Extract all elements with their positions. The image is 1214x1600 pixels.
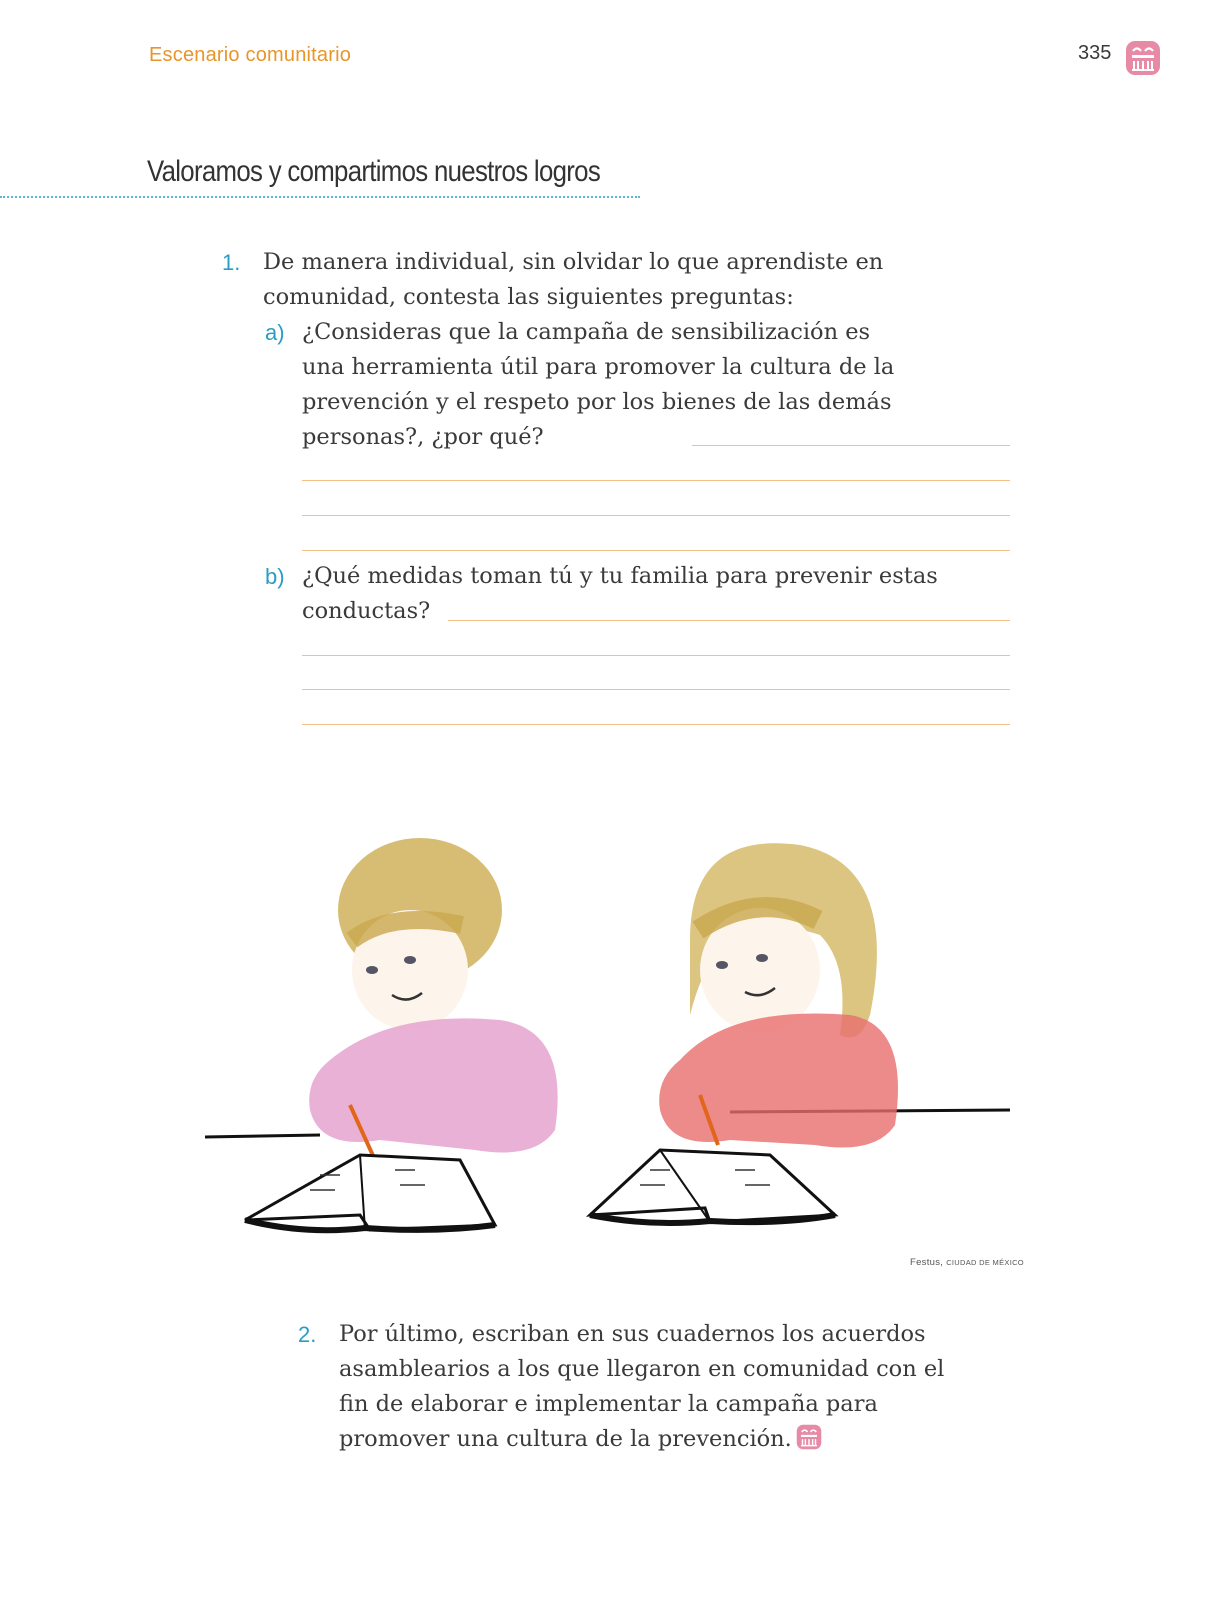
title-divider (0, 196, 640, 198)
question-2-block (339, 1317, 979, 1457)
question-1a-letter: a) (265, 320, 285, 345)
credit-place: CIUDAD DE MÉXICO (946, 1258, 1024, 1267)
question-2-number: 2. (298, 1322, 317, 1347)
question-1b-letter: b) (265, 564, 285, 589)
answer-line-1a-1[interactable] (692, 445, 1010, 446)
answer-line-1a-2[interactable] (302, 480, 1010, 481)
section-title: Valoramos y compartimos nuestros logros (147, 155, 601, 188)
page-number: 335 (1078, 42, 1112, 64)
answer-line-1b-1[interactable] (448, 620, 1010, 621)
question-2-text: Por último, escriban en sus cuadernos los acuerdos asamblearios a los que llegaron en comunidad con el fin de elaborar e implementar la campaña para promover una cultura de la prevención. (339, 1321, 945, 1452)
question-1-number: 1. (222, 250, 241, 275)
illustration-credit (910, 1257, 1024, 1268)
question-1-text: De manera individual, sin olvidar lo que aprendiste en comunidad, contesta las siguientes preguntas: (263, 249, 884, 310)
children-writing-illustration (170, 820, 1030, 1260)
child-left-figure (245, 838, 558, 1230)
answer-line-1b-4[interactable] (302, 724, 1010, 725)
answer-line-1b-3[interactable] (302, 689, 1010, 690)
community-glyph-icon-inline (796, 1424, 822, 1450)
running-header: Escenario comunitario (149, 44, 352, 66)
child-right-figure (590, 843, 898, 1223)
community-glyph-icon (1125, 40, 1161, 76)
answer-line-1a-3[interactable] (302, 515, 1010, 516)
credit-author: Festus, (910, 1257, 944, 1268)
question-1a-text: ¿Consideras que la campaña de sensibilización es una herramienta útil para promover la cultura de la prevención y el respeto por los bienes de las demás personas?, ¿por qué? (302, 319, 895, 450)
question-1b-text: ¿Qué medidas toman tú y tu familia para prevenir estas conductas? (302, 563, 938, 624)
answer-line-1b-2[interactable] (302, 655, 1010, 656)
answer-line-1a-4[interactable] (302, 550, 1010, 551)
